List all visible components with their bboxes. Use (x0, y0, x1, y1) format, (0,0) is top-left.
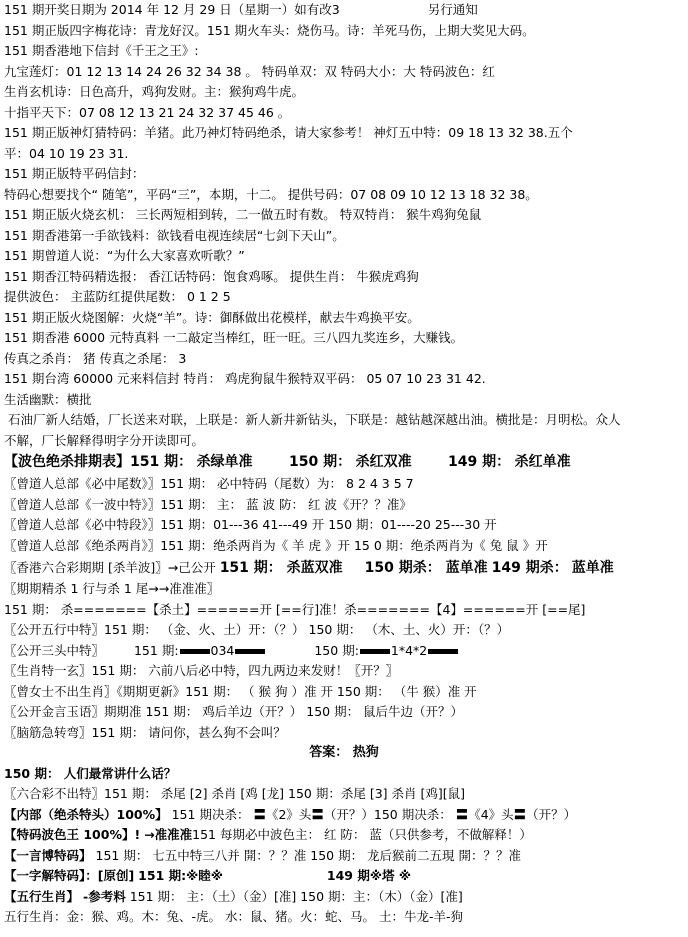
text-line: 石油厂新人结婚，厂长送来对联，上联是：新人新井新钻头，下联是：越钻越深越出油。横批是：月明松。众人 (8, 412, 621, 427)
text-line: 151 期香江特码精选报： 香江话特码：饱食鸡啄。 提供生肖： 牛猴虎鸡狗 (4, 268, 419, 284)
text-line: 〖曾道人总部《必中特段》〗151 期：01---36 41---49 开 150 期：01----20 25---30 开 (4, 517, 497, 532)
text-line: 提供波色： 主蓝防红提供尾数： 0 1 2 5 (4, 289, 231, 304)
text-line: 生活幽默：横批 (4, 391, 92, 407)
text-line: 151 期台湾 60000 元来料信封 特肖： 鸡虎狗鼠牛猴特双平码： 05 07 10 23 31 42. (4, 371, 486, 386)
value: 151 每期必中波色主： 红 防： 蓝（只供参考，不做解释！） (192, 827, 532, 842)
wave-color-table (4, 451, 684, 474)
text-line: 〖生肖特一玄〗151 期： 六前八后必中特，四九两边来发财！〖开？〗 (4, 663, 399, 678)
one-char-line (4, 866, 684, 887)
text-line: 151 期正版特平码信封： (4, 166, 145, 181)
bar-decoration (428, 649, 458, 654)
value: 〓《2》头〓（开？）150 期决杀： (253, 806, 452, 822)
line-text: 另行通知 (427, 2, 478, 17)
label: 〖香港六合彩期期 [杀羊波]〗→己公开 (4, 560, 220, 575)
value: →准准准 (144, 827, 193, 842)
bar-decoration (235, 649, 265, 654)
kill-wave-line (4, 556, 684, 579)
value: 蓝单准 (571, 560, 614, 576)
five-elements-line (4, 887, 684, 908)
value: 151 期:※睦※ (138, 868, 223, 883)
value: 034 (210, 642, 235, 658)
one-word-line (4, 846, 684, 867)
value: 杀红单准 (514, 454, 571, 470)
value: 151 期： 杀蓝双准 (219, 560, 343, 576)
text-line: 151 期香港地下信封《千王之王》: (4, 43, 199, 58)
riddle-answer: 答案： 热狗 (309, 745, 379, 760)
text-line: 151 期： 杀=======【杀土】======开 [==行]准！杀=======【4】======开 [==尾] (4, 601, 586, 617)
value: 〓《4》头〓（开？） (455, 806, 577, 822)
value: 150 期杀： 蓝单准 (364, 560, 488, 576)
text-line (4, 0, 684, 21)
label: -参考料 (83, 888, 126, 904)
bar-decoration (180, 649, 210, 654)
label: 【特码波色王 100%】! (4, 827, 141, 842)
label: 【五行生肖】 (4, 888, 80, 904)
text-line: 〖曾道人总部《必中尾数》〗151 期： 必中特码（尾数）为： 8 2 4 3 5 7 (4, 476, 414, 491)
value: 151 期： 主：（土）（金）[准] 150 期：主：（木）（金）[准] (129, 888, 463, 904)
text-line: 〖六合彩不出特〗151 期： 杀尾 [2] 杀肖 [鸡 [龙] 150 期：杀尾 [3] 杀肖 [鸡][鼠] (4, 786, 465, 801)
label: 【波色绝杀排期表】151 期： (4, 454, 193, 470)
text-line: 〖公开五行中特〗151 期： （金、火、土）开：（？） 150 期： （木、土、火）开：（？） (4, 622, 510, 637)
value: 杀绿单准 (196, 454, 253, 470)
three-heads-line (4, 641, 684, 662)
label: 150 期: (314, 642, 359, 658)
label: 【一言博特码】 (4, 847, 92, 863)
value: 151 期： 七五中特三八并 開：？？准 150 期： 龙后猴前二五現 開：？？准 (95, 847, 522, 863)
text-line: 九宝莲灯：01 12 13 14 24 26 32 34 38 。 特码单双：双 特码大小：大 特码波色：红 (4, 63, 495, 79)
value: 1*4*2 (390, 642, 428, 658)
label: 151 期决杀： (171, 806, 250, 822)
label: 149 期杀： (491, 560, 568, 576)
label: 【一字解特码】：[原创] (4, 868, 135, 883)
text-line: 〖曾道人总部《一波中特》〗151 期： 主： 蓝 波 防： 红 波《开？？准》 (4, 496, 412, 512)
bar-decoration (360, 649, 390, 654)
label: 149 期： (448, 454, 511, 470)
text-line: 〖期期精杀 1 行与杀 1 尾→→准准准〗 (4, 581, 220, 596)
label: 151 期: (133, 642, 179, 658)
text-line: 151 期正版四字梅花诗：青龙好汉。151 期火车头：烧伤马。诗：羊死马伤，上期大奖见大码。 (4, 22, 535, 38)
text-line: 传真之杀肖： 猪 传真之杀尾： 3 (4, 350, 187, 366)
text-line: 十指平天下：07 08 12 13 21 24 32 37 45 46 。 (4, 104, 291, 120)
label: 〖公开三头中特〗 (4, 642, 105, 658)
label: 【内部（绝杀特头）100%】 (4, 806, 168, 822)
value: 149 期※塔 ※ (326, 868, 411, 883)
text-line: 〖曾道人总部《绝杀两肖》〗151 期：绝杀两肖为《 羊 虎 》开 15 0 期：绝杀两肖为《 兔 鼠 》开 (4, 537, 548, 553)
value: 杀红双准 (355, 454, 412, 470)
text-line: 〖脑筋急转弯〗151 期： 请问你，甚么狗不会叫？ (4, 724, 286, 740)
text-line: 151 期正版火烧图解：火烧“羊”。诗：御酥做出花模样，献去牛鸡换平安。 (4, 309, 420, 325)
text-line: 151 期正版神灯猜特码：羊猪。此乃神灯特码绝杀，请大家参考！ 神灯五中特：09 18 13 32 38.五个 (4, 125, 573, 140)
line-text: 151 期开奖日期为 2014 年 12 月 29 日（星期一）如有改3 (4, 2, 340, 17)
text-line: 不解，厂长解释得明字分开读即可。 (4, 432, 205, 448)
text-line: 平：04 10 19 23 31. (4, 145, 129, 161)
kill-head-line (4, 805, 684, 826)
wave-king-line (4, 825, 684, 846)
text-line: 151 期正版火烧玄机： 三长两短相到转，二一做五时有数。 特双特肖： 猴牛鸡狗兔鼠 (4, 207, 482, 222)
text-line: 151 期香港第一手欲钱料：欲钱看电视连续居“七剑下天山”。 (4, 227, 345, 243)
text-line: 〖曾女士不出生肖〗《期期更新》151 期： （ 猴 狗 ）准 开 150 期： （牛 猴）准 开 (4, 683, 477, 699)
text-line: 151 期香港 6000 元特真料 一二敲定当棒红，旺一旺。三八四九奖连乡，大赚钱。 (4, 330, 464, 345)
text-line: 150 期： 人们最常讲什么话？ (4, 765, 177, 781)
text-line: 151 期曾道人说：“为什么大家喜欢听歌？” (4, 248, 245, 263)
label: 150 期： (289, 454, 352, 470)
text-line: 五行生肖：金：猴、鸡。木：兔、-虎。 水：鼠、猪。火：蛇、马。 土：牛龙-羊-狗 (4, 909, 463, 924)
text-line: 〖公开金言玉语〗期期准 151 期： 鸡后羊边（开？） 150 期： 鼠后牛边（开？） (4, 704, 464, 719)
text-line: 特码心想要找个“ 随笔”，平码“三”，本期，十二。 提供号码：07 08 09 10 12 13 18 32 38。 (4, 186, 538, 202)
text-line: 生肖玄机诗：日色高升，鸡狗发财。主：猴狗鸡牛虎。 (4, 84, 305, 99)
